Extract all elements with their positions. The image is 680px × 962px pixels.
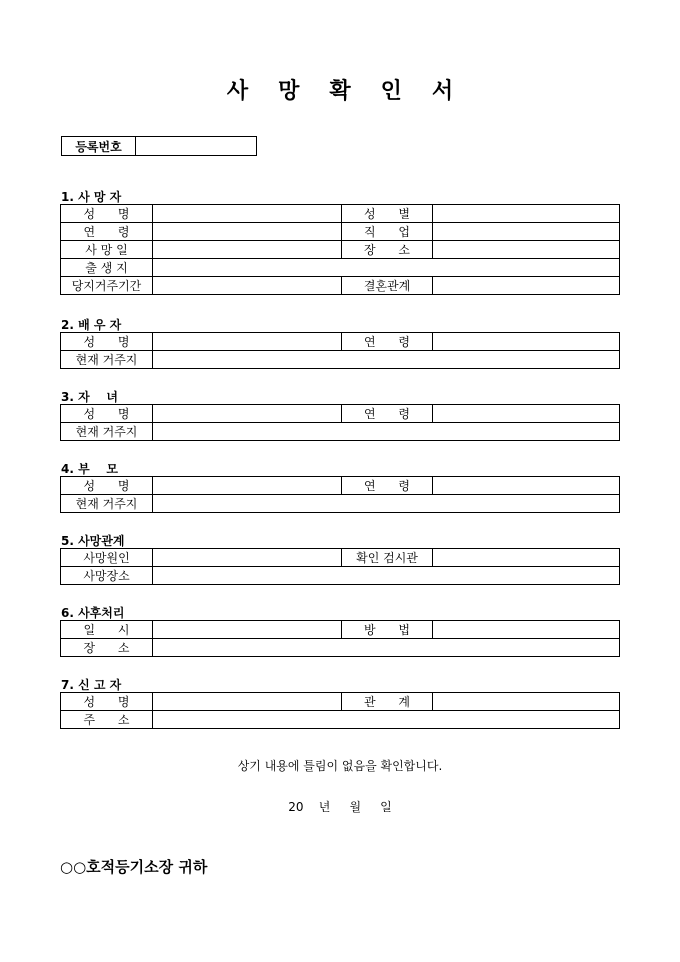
field-label: 연 령 [342, 405, 433, 423]
field-label: 성 명 [61, 205, 153, 223]
examiner-field[interactable] [433, 549, 620, 567]
name-field[interactable] [153, 205, 342, 223]
field-label: 당지거주기간 [61, 277, 153, 295]
name-field[interactable] [153, 333, 342, 351]
death-cause-field[interactable] [153, 549, 342, 567]
residence-period-field[interactable] [153, 277, 342, 295]
field-label: 사 망 일 [61, 241, 153, 259]
title-char: 사 [226, 78, 249, 104]
field-label: 직 업 [342, 223, 433, 241]
registration-number-label: 등록번호 [62, 137, 136, 155]
addressee: ○○호적등기소장 귀하 [60, 858, 208, 876]
place-field[interactable] [433, 241, 620, 259]
age-field[interactable] [433, 477, 620, 495]
field-label: 현재 거주지 [61, 423, 153, 441]
age-field[interactable] [153, 223, 342, 241]
name-field[interactable] [153, 405, 342, 423]
deceased-table [60, 204, 620, 295]
place-field[interactable] [153, 639, 620, 657]
field-label: 현재 거주지 [61, 351, 153, 369]
table-row [61, 495, 620, 513]
table-row [61, 621, 620, 639]
method-field[interactable] [433, 621, 620, 639]
field-label: 주 소 [61, 711, 153, 729]
table-row [61, 639, 620, 657]
marital-status-field[interactable] [433, 277, 620, 295]
section-title-deceased: 1. 사 망 자 [61, 190, 122, 204]
field-label: 성 명 [61, 405, 153, 423]
field-label: 현재 거주지 [61, 495, 153, 513]
section-title-reporter: 7. 신 고 자 [61, 678, 122, 692]
section-title-death-relation: 5. 사망관계 [61, 534, 125, 548]
address-field[interactable] [153, 711, 620, 729]
section-title-children: 3. 자 녀 [61, 390, 118, 404]
title-char: 망 [278, 78, 300, 104]
parents-table [60, 476, 620, 513]
section-title-post-handling: 6. 사후처리 [61, 606, 125, 620]
relation-field[interactable] [433, 693, 620, 711]
title-char: 서 [431, 78, 454, 104]
table-row [61, 549, 620, 567]
reporter-table [60, 692, 620, 729]
children-table [60, 404, 620, 441]
field-label: 성 명 [61, 333, 153, 351]
confirmation-statement: 상기 내용에 틀림이 없음을 확인합니다. [237, 759, 443, 773]
field-label: 사망장소 [61, 567, 153, 585]
field-label: 출 생 지 [61, 259, 153, 277]
occupation-field[interactable] [433, 223, 620, 241]
document-title [0, 74, 680, 105]
registration-number-field[interactable] [136, 137, 256, 155]
age-field[interactable] [433, 333, 620, 351]
field-label: 장 소 [342, 241, 433, 259]
section-title-parents: 4. 부 모 [61, 462, 118, 476]
death-date-field[interactable] [153, 241, 342, 259]
section-title-spouse: 2. 배 우 자 [61, 318, 122, 332]
death-relation-table [60, 548, 620, 585]
datetime-field[interactable] [153, 621, 342, 639]
field-label: 사망원인 [61, 549, 153, 567]
field-label: 성 명 [61, 693, 153, 711]
gender-field[interactable] [433, 205, 620, 223]
name-field[interactable] [153, 693, 342, 711]
field-label: 성 별 [342, 205, 433, 223]
table-row [61, 241, 620, 259]
field-label: 결혼관계 [342, 277, 433, 295]
date-line: 20 년 월 일 [288, 800, 392, 814]
residence-field[interactable] [153, 423, 620, 441]
field-label: 일 시 [61, 621, 153, 639]
field-label: 방 법 [342, 621, 433, 639]
table-row [61, 351, 620, 369]
table-row [61, 711, 620, 729]
table-row [61, 223, 620, 241]
spouse-table [60, 332, 620, 369]
table-row [61, 423, 620, 441]
table-row [61, 693, 620, 711]
table-row [61, 477, 620, 495]
table-row [61, 205, 620, 223]
field-label: 성 명 [61, 477, 153, 495]
residence-field[interactable] [153, 351, 620, 369]
table-row [61, 333, 620, 351]
title-char: 인 [380, 78, 402, 104]
age-field[interactable] [433, 405, 620, 423]
death-place-field[interactable] [153, 567, 620, 585]
field-label: 연 령 [342, 477, 433, 495]
birthplace-field[interactable] [153, 259, 620, 277]
field-label: 연 령 [342, 333, 433, 351]
title-char: 확 [329, 78, 351, 104]
table-row [61, 277, 620, 295]
table-row [61, 567, 620, 585]
field-label: 장 소 [61, 639, 153, 657]
residence-field[interactable] [153, 495, 620, 513]
name-field[interactable] [153, 477, 342, 495]
post-handling-table [60, 620, 620, 657]
table-row [61, 259, 620, 277]
table-row [61, 405, 620, 423]
field-label: 확인 검시관 [342, 549, 433, 567]
field-label: 관 계 [342, 693, 433, 711]
field-label: 연 령 [61, 223, 153, 241]
registration-number-box [61, 136, 257, 156]
